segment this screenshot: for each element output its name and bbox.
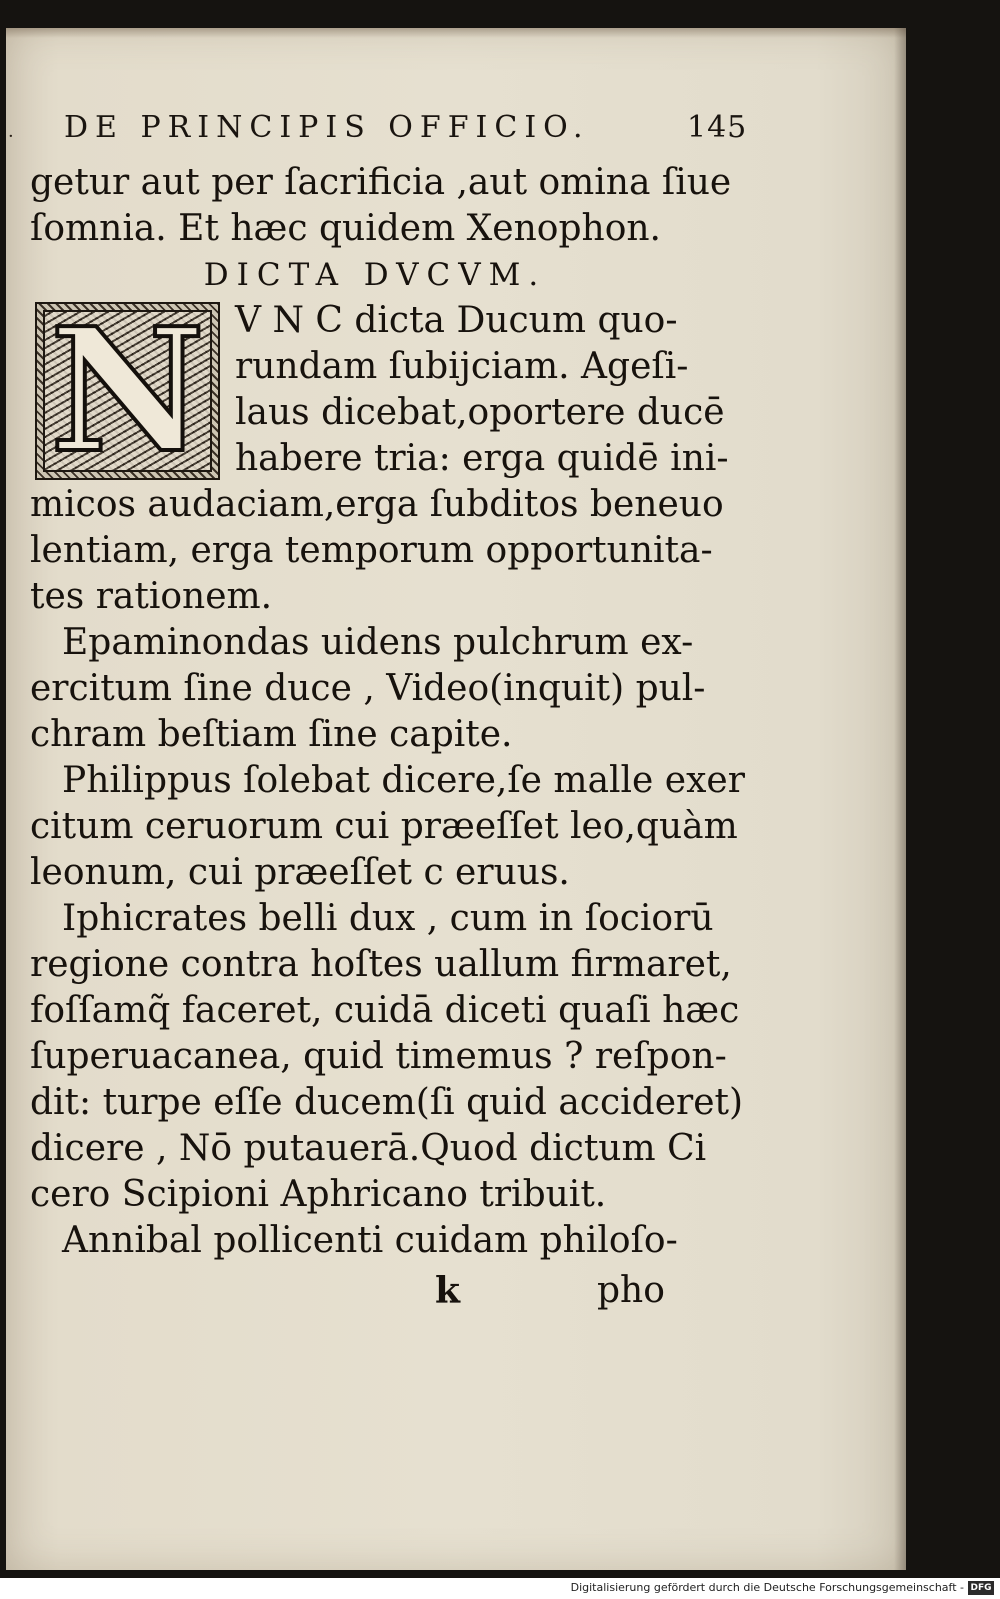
running-head-title: DE PRINCIPIS OFFICIO.: [64, 110, 590, 145]
text-line: citum ceruorum cui præeſſet leo,quàm: [30, 806, 738, 847]
catchword: pho: [597, 1270, 665, 1311]
text-line: habere tria: erga quidē ini-: [235, 438, 729, 479]
running-head: [64, 110, 764, 154]
margin-mark: ·: [8, 126, 14, 147]
text-line: micos audaciam,erga ſubditos beneuo: [30, 484, 724, 525]
page-fold-shadow: [894, 28, 906, 1570]
text-line: Annibal pollicenti cuidam philoſo-: [62, 1220, 678, 1261]
text-line: Philippus ſolebat dicere,ſe malle exer: [62, 760, 745, 801]
text-line: laus dicebat,oportere ducē: [235, 392, 725, 433]
text-line: ſomnia. Et hæc quidem Xenophon.: [30, 208, 662, 249]
page-foot: [435, 1270, 735, 1316]
page-number: 145: [687, 110, 748, 145]
decorated-initial: [35, 302, 220, 480]
page-top-edge: [6, 28, 906, 38]
dfg-logo: DFG: [968, 1581, 994, 1595]
text-line: tes rationem.: [30, 576, 273, 617]
text-line: dicere , Nō putauerā.Quod dictum Ci: [30, 1128, 707, 1169]
text-line: regione contra hoſtes uallum firmaret,: [30, 944, 732, 985]
section-heading: DICTA DVCVM.: [203, 257, 547, 293]
drop-cap-lines: [235, 298, 729, 482]
text-line: leonum, cui præeſſet c eruus.: [30, 852, 570, 893]
text-line: rundam ſubijciam. Ageſi-: [235, 346, 689, 387]
paragraphs: [30, 482, 745, 1264]
text-line: V N C dicta Ducum quo-: [235, 300, 678, 341]
text-line: dit: turpe eſſe ducem(ſi quid accideret): [30, 1082, 744, 1123]
footer-credit: Digitalisierung gefördert durch die Deutsche Forschungsgemeinschaft -: [570, 1581, 964, 1594]
text-line: cero Scipioni Aphricano tribuit.: [30, 1174, 607, 1215]
text-line: Epaminondas uidens pulchrum ex-: [62, 622, 694, 663]
drop-cap-paragraph: [30, 298, 729, 482]
text-line: Iphicrates belli dux , cum in ſociorū: [62, 898, 714, 939]
signature-mark: k: [435, 1270, 460, 1312]
text-line: foſſamq̃ faceret, cuidā diceti quaſi hæc: [30, 990, 740, 1031]
digitization-footer: [0, 1578, 1000, 1599]
body-text: [30, 160, 745, 1264]
text-line: chram beſtiam ſine capite.: [30, 714, 513, 755]
text-line: ercitum ſine duce , Video(inquit) pul-: [30, 668, 706, 709]
text-line: ſuperuacanea, quid timemus ? reſpon-: [30, 1036, 727, 1077]
initial-letter: N: [49, 302, 206, 480]
text-line: lentiam, erga temporum opportunita-: [30, 530, 713, 571]
text-line: getur aut per ſacrificia ,aut omina ſiue: [30, 162, 732, 203]
